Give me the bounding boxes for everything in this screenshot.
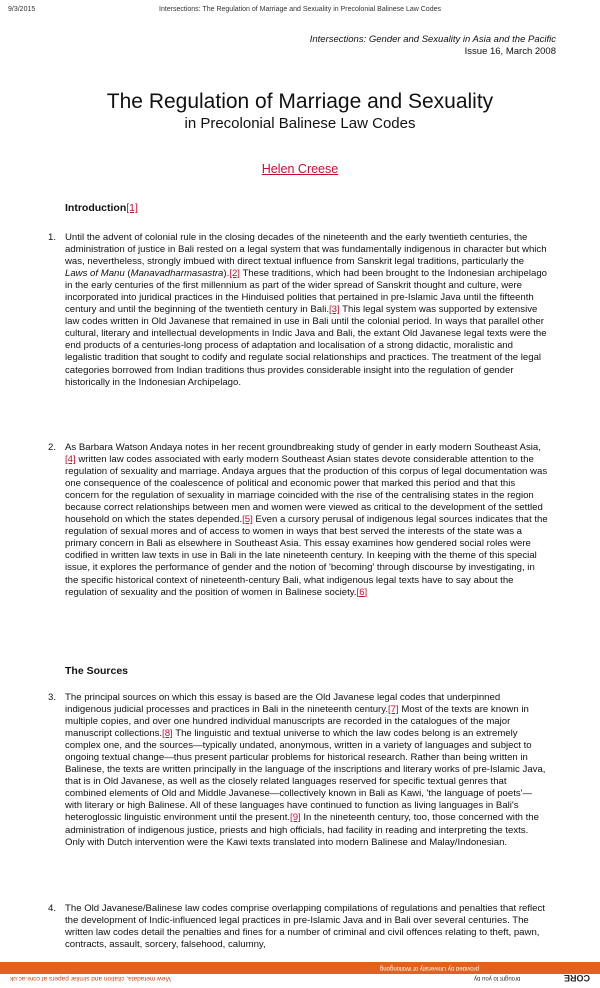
text-run: ). — [223, 268, 230, 280]
paragraph-number: 2. — [48, 442, 57, 453]
author-link[interactable]: Helen Creese — [261, 162, 339, 176]
footnote-link[interactable]: [6] — [356, 586, 368, 598]
footnote-link[interactable]: [3] — [329, 304, 340, 316]
footnote-link[interactable]: [2] — [229, 268, 240, 280]
paragraph-3 — [48, 692, 548, 849]
section-heading-text: The Sources — [65, 665, 129, 677]
article-title: The Regulation of Marriage and Sexuality — [106, 90, 494, 113]
paragraph-number: 1. — [48, 232, 57, 243]
footnote-link[interactable]: [9] — [290, 812, 301, 824]
paragraph-1 — [48, 232, 548, 389]
text-run: The principal sources on which this essay is based are the Old Javanese legal codes that underpinned indigenous judicial processes and practices in Bali in the nineteenth century. — [65, 692, 501, 716]
text-run: The linguistic and textual universe to which the law codes belong is an extremely complex one, and the sources—typically undated, anonymous, written in a variety of languages and subject to ongoing textual change—thus present particular problems for historical research. Rather than being written in Balinese, the texts are written principally in the language of the inscriptions and literary works of pre-Islamic Java, that is in Old Javanese, as well as the closely related languages reserved for specific textual genres that combined elements of Old and Middle Javanese—collectively known in Bali as Kawi, 'the language of poets'— with literary or high Balinese. All of these languages have continued to function as living languages in Bali's heteroglossic linguistic environment until the present. — [65, 728, 546, 824]
italic-text: Laws of Manu — [65, 268, 125, 280]
paragraph-text — [65, 903, 548, 951]
footnote-link[interactable]: [7] — [388, 704, 399, 716]
journal-info — [310, 34, 556, 58]
footer-brought-by: brought to you by — [473, 975, 520, 981]
text-run: The Old Javanese/Balinese law codes comprise overlapping compilations of regulations and penalties that reflect the development of Indic-influenced legal practices in pre-Islamic Java and in Bali over several centuries. The written law codes detail the penalties and fines for a number of criminal and civil offences relating to theft, pawn, contracts, assault, sorcery, falsehood, calumny, — [65, 903, 545, 951]
text-run: These traditions, which had been brought to the Indonesian archipelago in the early centuries of the first millennium as part of the wider spread of Sanskrit thought and culture, were incorporated into juridical practices in the Hinduised polities that pertained in pre-Islamic Java until the fifteenth century and until the beginning of the twentieth century in Bali. — [65, 268, 547, 316]
article-subtitle: in Precolonial Balinese Law Codes — [184, 115, 416, 132]
italic-text: Manavadharmasastra — [130, 268, 224, 280]
print-date: 9/3/2015 — [8, 6, 36, 13]
footnote-link[interactable]: [4] — [65, 454, 76, 466]
footnote-link[interactable]: [1] — [126, 202, 138, 214]
author — [0, 162, 600, 176]
text-run: Until the advent of colonial rule in the closing decades of the nineteenth and the early twentieth centuries, the administration of justice in Bali rested on a legal system that was fundamentally indigenous in character but which was, nevertheless, strongly imbued with direct textual influence from Sanskrit legal traditions, particularly the — [65, 232, 547, 268]
paragraph-number: 4. — [48, 903, 57, 914]
journal-name: Intersections: Gender and Sexuality in Asia and the Pacific — [309, 34, 556, 45]
section-heading-sources — [65, 665, 128, 677]
text-run: Most of the texts are known in multiple copies, and over one hundred individual manuscripts are recorded in the catalogues of the major manuscript collections. — [65, 704, 529, 740]
footer-metadata-link[interactable]: View metadata, citation and similar papers at core.ac.uk — [10, 975, 172, 982]
journal-issue: Issue 16, March 2008 — [464, 46, 556, 57]
footnote-link[interactable]: [5] — [242, 514, 253, 526]
paragraph-text — [65, 442, 548, 599]
text-run: In the nineteenth century, too, those concerned with the administration of indigenous justice, priests and high officials, had facility in reading and interpreting the texts. Only with Dutch intervention were the Kawi texts translated into modern Balinese and Malay/Indonesian. — [65, 812, 539, 848]
paragraph-2 — [48, 442, 548, 599]
footnote-link[interactable]: [8] — [162, 728, 173, 740]
footer-provider: provided by University of Wollongong — [380, 965, 479, 971]
section-heading-introduction — [65, 202, 138, 214]
text-run: This legal system was supported by extensive law codes written in Old Javanese that remained in use in Bali until the colonial period. In ways that parallel other cultural, literary and intellectual developments in Indic Java and Bali, the extant Old Javanese legal texts were the end products of a centuries-long process of adaptation and localisation of a strong didactic, moralistic and legalistic tradition that sought to codify and regulate social relationships and practices. The treatment of the legal categories borrowed from Indian traditions thus provides considerable insight into the regulation of gender historically in the Indonesian Archipelago. — [65, 304, 547, 388]
text-run: As Barbara Watson Andaya notes in her recent groundbreaking study of gender in early modern Southeast Asia, — [65, 442, 541, 453]
paragraph-number: 3. — [48, 692, 57, 703]
text-run: ( — [124, 268, 131, 280]
print-header-title: Intersections: The Regulation of Marriage and Sexuality in Precolonial Balinese Law Codes — [159, 6, 441, 13]
text-run: Even a cursory perusal of indigenous legal sources indicates that the regulation of sexual mores and of access to women in ways that best served the interests of the state was a primary concern in Bali as elsewhere in Southeast Asia. This essay examines how gendered social roles were codified in written law texts in use in Bali in the late nineteenth century. In keeping with the theme of this special issue, it explores the performance of gender and the notion of 'becoming' through discourse by investigating, in the specific historical context of nineteenth-century Bali, what indigenous legal texts have to say about the regulation of sexuality and the position of women in Balinese society. — [65, 514, 548, 598]
paragraph-text — [65, 232, 548, 389]
core-logo[interactable]: CORE — [563, 973, 590, 983]
paragraph-text — [65, 692, 548, 849]
paragraph-4 — [48, 903, 548, 951]
text-run: written law codes associated with early modern Southeast Asian states devote considerable attention to the regulation of sexuality and marriage. Andaya argues that the production of this corpus of legal documentation was one consequence of the coalescence of political and economic power that marked this period and that this concern for the regulation of sexuality in marriage coincided with the rise of the centralising states in the region because correct relationships between men and women were viewed as critical to the development of the settled household on which the states depended. — [65, 454, 548, 526]
section-heading-text: Introduction — [65, 202, 127, 214]
core-footer-bar — [0, 962, 600, 974]
